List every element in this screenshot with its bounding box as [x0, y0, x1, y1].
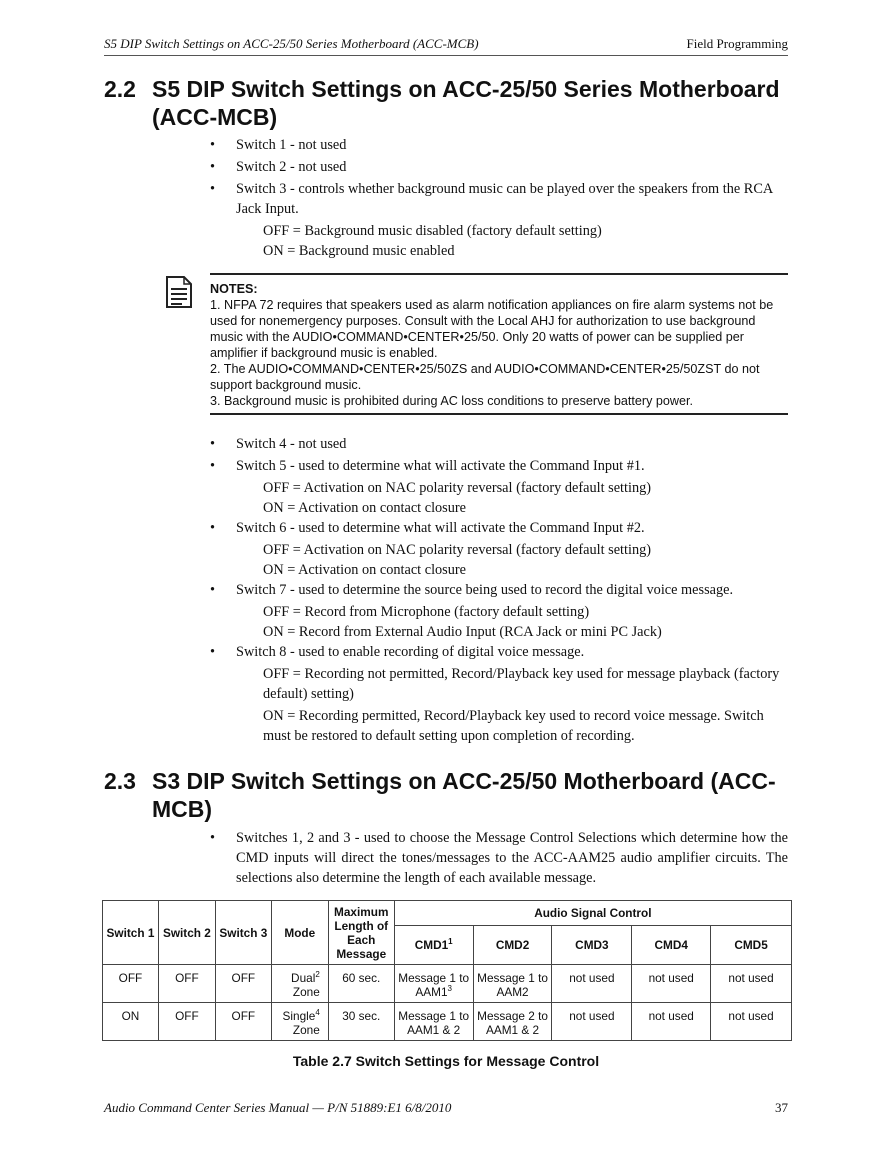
table-caption: Table 2.7 Switch Settings for Message Control — [292, 1053, 600, 1069]
mode-text: Zone — [292, 985, 320, 999]
col-header: CMD3 — [552, 926, 632, 965]
col-header: Switch 1 — [103, 901, 159, 965]
switch-list-1 — [210, 135, 788, 261]
notes-title: NOTES: — [210, 282, 258, 296]
page-footer — [104, 1100, 788, 1116]
setting-on: ON = Record from External Audio Input (RCA Jack or mini PC Jack) — [263, 624, 662, 640]
footnote-ref: 2 — [315, 970, 320, 980]
footer-manual-title: Audio Command Center Series Manual — P/N 51889:E1 6/8/2010 — [104, 1100, 452, 1115]
section-heading-2-3 — [104, 767, 794, 823]
switch-list-3 — [210, 828, 788, 890]
footnote-ref: 1 — [448, 937, 453, 947]
setting-on: ON = Activation on contact closure — [263, 562, 467, 578]
section-title: S3 DIP Switch Settings on ACC-25/50 Motherboard (ACC-MCB) — [152, 768, 776, 822]
setting-on: ON = Background music enabled — [263, 243, 455, 259]
table-cell — [394, 965, 473, 1003]
list-item: • Switch 4 - not used — [210, 434, 788, 454]
note-item: 1. NFPA 72 requires that speakers used as alarm notification appliances on fire alarm systems not be used for nonemergency purposes. Consult with the Local AHJ for authorization to use background music with the AUDIO•COMMAND•CENTER•25/50. Only 20 watts of power can be supplied per amplifier if background music is enabled. — [210, 298, 774, 360]
document-notes-icon — [166, 276, 192, 308]
setting-off: OFF = Recording not permitted, Record/Playback key used for message playback (factory default) setting) — [263, 666, 780, 702]
message-control-table — [102, 900, 792, 1041]
list-item: • Switches 1, 2 and 3 - used to choose the Message Control Selections which determine how the CMD inputs will direct the tones/messages to the ACC-AAM25 audio amplifier circuits. The selections also determine the length of each available message. — [210, 828, 788, 888]
list-item: • Switch 7 - used to determine the source being used to record the digital voice message. — [210, 580, 788, 600]
setting-off: OFF = Activation on NAC polarity reversal (factory default setting) — [263, 480, 652, 496]
col-header — [394, 926, 473, 965]
header-chapter-title: Field Programming — [686, 36, 788, 51]
list-item: • Switch 6 - used to determine what will activate the Command Input #2. — [210, 518, 788, 538]
col-header: CMD4 — [632, 926, 711, 965]
header-section-title: S5 DIP Switch Settings on ACC-25/50 Series Motherboard (ACC-MCB) — [104, 36, 479, 51]
page-header — [104, 36, 788, 52]
setting-off: OFF = Record from Microphone (factory default setting) — [263, 604, 590, 620]
page-number: 37 — [775, 1100, 788, 1115]
mode-text: Dual — [291, 971, 316, 985]
col-header: Maximum Length of Each Message — [328, 901, 394, 965]
table-row — [103, 965, 792, 1003]
table-cell: Message 2 to AAM1 & 2 — [473, 1003, 552, 1041]
list-item: • Switch 1 - not used — [210, 135, 788, 155]
table-cell: OFF — [158, 965, 215, 1003]
footnote-ref: 3 — [447, 984, 452, 994]
list-item: • Switch 3 - controls whether background music can be played over the speakers from the RCA Jack Input. — [210, 179, 788, 219]
setting-on: ON = Recording permitted, Record/Playback key used to record voice message. Switch must be restored to default setting upon completion of recording. — [263, 708, 764, 744]
setting-off: OFF = Background music disabled (factory default setting) — [263, 223, 602, 239]
section-number: 2.2 — [104, 76, 136, 102]
footnote-ref: 4 — [315, 1008, 320, 1018]
col-header: CMD2 — [473, 926, 552, 965]
col-header: Switch 2 — [158, 901, 215, 965]
section-number: 2.3 — [104, 768, 136, 794]
table-cell: OFF — [215, 1003, 271, 1041]
table-cell: 30 sec. — [328, 1003, 394, 1041]
list-item: • Switch 2 - not used — [210, 157, 788, 177]
table-cell: not used — [711, 965, 792, 1003]
table-cell: OFF — [158, 1003, 215, 1041]
mode-text: Single — [282, 1009, 316, 1023]
table-cell — [271, 965, 328, 1003]
notes-box — [210, 273, 788, 415]
table-cell: OFF — [103, 965, 159, 1003]
list-item: • Switch 8 - used to enable recording of digital voice message. — [210, 642, 788, 662]
table-cell: Message 1 to AAM1 & 2 — [394, 1003, 473, 1041]
list-item: • Switch 5 - used to determine what will activate the Command Input #1. — [210, 456, 788, 476]
header-divider — [104, 55, 788, 56]
setting-on: ON = Activation on contact closure — [263, 500, 467, 516]
table-cell: not used — [552, 1003, 632, 1041]
table-cell: ON — [103, 1003, 159, 1041]
col-header: CMD5 — [711, 926, 792, 965]
mode-text: Zone — [292, 1023, 320, 1037]
section-heading-2-2 — [104, 75, 794, 131]
table-header-row — [103, 901, 792, 926]
col-header: Switch 3 — [215, 901, 271, 965]
table-cell: not used — [632, 965, 711, 1003]
table-cell: not used — [711, 1003, 792, 1041]
setting-off: OFF = Activation on NAC polarity reversal (factory default setting) — [263, 542, 652, 558]
table-cell — [271, 1003, 328, 1041]
table-cell: Message 1 to AAM2 — [473, 965, 552, 1003]
table-cell: not used — [552, 965, 632, 1003]
section-title: S5 DIP Switch Settings on ACC-25/50 Series Motherboard (ACC-MCB) — [152, 76, 780, 130]
table-cell: 60 sec. — [328, 965, 394, 1003]
cell-text: Message 1 to AAM1 — [398, 971, 470, 999]
note-item: 2. The AUDIO•COMMAND•CENTER•25/50ZS and AUDIO•COMMAND•CENTER•25/50ZST do not support background music. — [210, 362, 760, 392]
col-header-text: CMD1 — [414, 938, 449, 952]
switch-list-2 — [210, 434, 788, 746]
table-cell: not used — [632, 1003, 711, 1041]
note-item: 3. Background music is prohibited during AC loss conditions to preserve battery power. — [210, 394, 694, 408]
col-group-header: Audio Signal Control — [394, 901, 791, 926]
table-row — [103, 1003, 792, 1041]
table-cell: OFF — [215, 965, 271, 1003]
col-header: Mode — [271, 901, 328, 965]
